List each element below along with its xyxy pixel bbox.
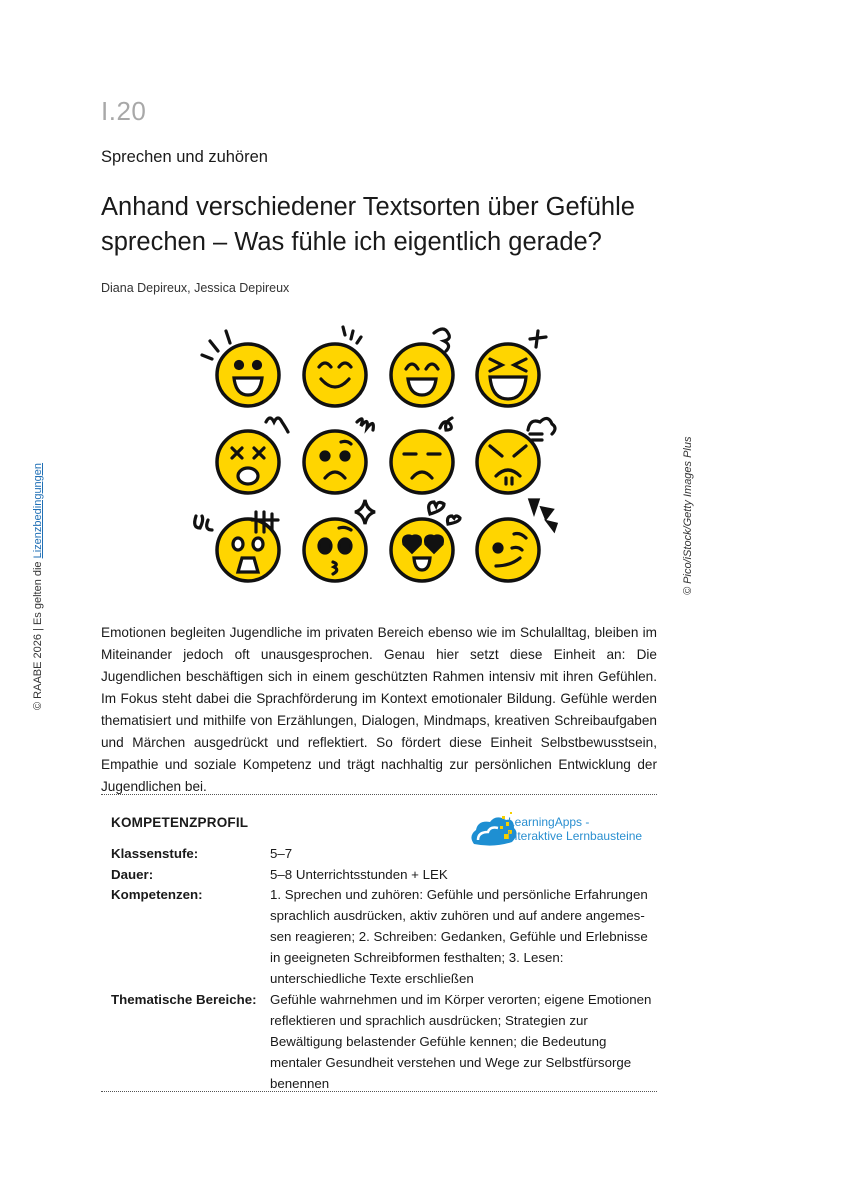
emoji-grid-image [180, 320, 580, 600]
profile-value: 5–7 [270, 846, 293, 861]
license-link[interactable]: Lizenzbedingungen [32, 462, 44, 559]
terrified-face-icon [195, 512, 279, 581]
kissing-face-icon [304, 500, 375, 581]
divider-top [101, 794, 657, 795]
dizzy-face-icon [217, 418, 288, 493]
title-line-2: sprechen – Was fühle ich eigentlich gerade? [101, 228, 602, 256]
profile-key: Thematische Bereiche: [111, 992, 257, 1007]
logo-line-1: LearningApps - [508, 815, 590, 829]
unamused-face-icon [391, 418, 453, 493]
profile-key: Kompetenzen: [111, 887, 203, 902]
worried-face-icon [304, 419, 373, 493]
heart-eyes-face-icon [391, 502, 460, 581]
squinting-laugh-face-icon [477, 331, 546, 406]
profile-key: Klassenstufe: [111, 846, 199, 861]
angry-face-icon [477, 418, 555, 493]
unit-number: I.20 [101, 96, 147, 126]
image-credit: © Pico/iStock/Getty Images Plus [682, 436, 694, 595]
copyright-text: © RAABE 2026 | Es gelten die [32, 558, 44, 710]
profile-heading: KOMPETENZPROFIL [111, 815, 249, 830]
authors: Diana Depireux, Jessica Depireux [101, 281, 290, 295]
profile-value: 5–8 Unterrichtsstunden + LEK [270, 867, 448, 882]
smiling-face-icon [304, 327, 366, 406]
smirking-face-icon [477, 500, 556, 581]
title-line-1: Anhand verschiedener Textsorten über Gefühle [101, 193, 635, 221]
profile-value: 1. Sprechen und zuhören: Gefühle und persönliche Erfahrungen sprachlich ausdrücken, aktiv zuhören und auf andere angemessen reagieren; 2. Schreiben: Gedanken, Gefühle und Erlebnisse in geeigneten Schreibformen festhalten; 3. Lesen: unterschiedliche Texte erschließen [270, 887, 648, 986]
profile-key: Dauer: [111, 867, 154, 882]
section-label: Sprechen und zuhören [101, 148, 268, 166]
divider-bottom [101, 1091, 657, 1092]
copyright-license-note [32, 463, 44, 710]
laughing-face-icon [202, 331, 279, 406]
grinning-face-icon [391, 329, 453, 406]
intro-paragraph: Emotionen begleiten Jugendliche im privaten Bereich ebenso wie im Schulalltag, bleiben im Miteinander jedoch oft unausgesprochen. Genau hier setzt diese Einheit an: Die Jugendlichen beschäftigen sich in einem geschützten Rahmen intensiv mit ihren Gefühlen. Im Fokus steht dabei die Sprachförderung im Kontext emotionaler Bildung. Gefühle werden thematisiert und mithilfe von Erzählungen, Dialogen, Mindmaps, kreativen Schreibaufgaben und Märchen ausgedrückt und reflektiert. So fördert diese Einheit Selbstbewusstsein, Empathie und soziale Kompetenz und trägt nachhaltig zur persönlichen Entwicklung der Jugendlichen bei. [101, 625, 657, 794]
logo-line-2: interaktive Lernbausteine [508, 829, 643, 843]
learningapps-logo-text [508, 815, 642, 843]
profile-value: Gefühle wahrnehmen und im Körper verorten; eigene Emotionen reflektieren und sprachlich ausdrücken; Strategien zur Bewältigung belastender Gefühle kennen; die Bedeutung mentaler Gesundheit verstehen und Wege zur Selbstfürsorge benennen [270, 992, 652, 1091]
page-title [101, 190, 681, 260]
